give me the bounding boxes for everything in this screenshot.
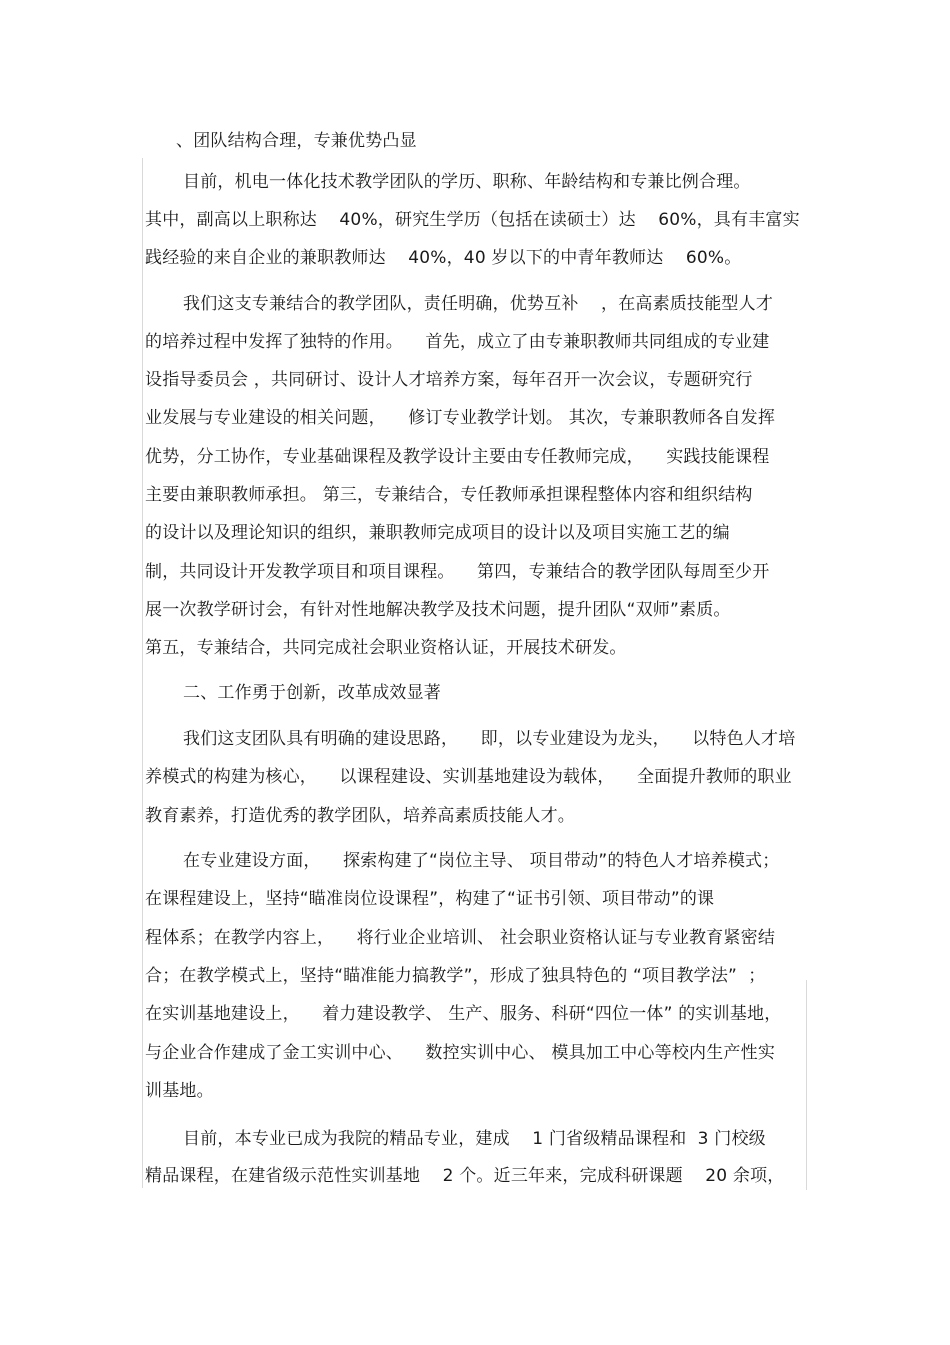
paragraph-line: 我们这支团队具有明确的建设思路， 即，以专业建设为龙头， 以特色人才培 — [183, 729, 796, 749]
paragraph-line: 展一次教学研讨会，有针对性地解决教学及技术问题，提升团队“双师”素质。 — [145, 600, 731, 620]
paragraph-line: 第五，专兼结合，共同完成社会职业资格认证，开展技术研发。 — [145, 638, 627, 658]
paragraph-line: 制，共同设计开发教学项目和项目课程。 第四，专兼结合的教学团队每周至少开 — [145, 562, 770, 582]
paragraph-line: 我们这支专兼结合的教学团队，责任明确，优势互补 ，在高素质技能型人才 — [183, 294, 774, 314]
paragraph-line: 训基地。 — [145, 1081, 214, 1101]
section-heading-2: 二、工作勇于创新，改革成效显著 — [183, 683, 441, 703]
paragraph-line: 的培养过程中发挥了独特的作用。 首先，成立了由专兼职教师共同组成的专业建 — [145, 332, 770, 352]
section-heading-1: 、团队结构合理，专兼优势凸显 — [176, 131, 417, 151]
paragraph-line: 在实训基地建设上， 着力建设教学、 生产、服务、科研“四位一体” 的实训基地， — [145, 1004, 782, 1024]
right-margin-rule — [806, 980, 807, 1190]
paragraph-line: 养模式的构建为核心， 以课程建设、实训基地建设为载体， 全面提升教师的职业 — [145, 767, 792, 787]
paragraph-line: 的设计以及理论知识的组织，兼职教师完成项目的设计以及项目实施工艺的编 — [145, 523, 730, 543]
paragraph-line: 在专业建设方面， 探索构建了“岗位主导、 项目带动”的特色人才培养模式； — [183, 851, 780, 871]
left-margin-rule — [142, 158, 143, 1188]
paragraph-line: 教育素养，打造优秀的教学团队，培养高素质技能人才。 — [145, 806, 575, 826]
paragraph-line: 其中，副高以上职称达 40%，研究生学历（包括在读硕士）达 60%，具有丰富实 — [145, 210, 800, 230]
paragraph-line: 合；在教学模式上，坚持“瞄准能力搞教学”，形成了独具特色的 “项目教学法” ； — [145, 966, 766, 986]
paragraph-line: 业发展与专业建设的相关问题， 修订专业教学计划。 其次，专兼职教师各自发挥 — [145, 408, 776, 428]
paragraph-line: 在课程建设上，坚持“瞄准岗位设课程”，构建了“证书引领、项目带动”的课 — [145, 889, 715, 909]
paragraph-line: 主要由兼职教师承担。 第三，专兼结合，专任教师承担课程整体内容和组织结构 — [145, 485, 753, 505]
paragraph-line: 优势，分工协作，专业基础课程及教学设计主要由专任教师完成， 实践技能课程 — [145, 447, 770, 467]
paragraph-line: 与企业合作建成了金工实训中心、 数控实训中心、 模具加工中心等校内生产性实 — [145, 1043, 776, 1063]
paragraph-line: 目前，本专业已成为我院的精品专业，建成 1 门省级精品课程和 3 门校级 — [183, 1129, 766, 1149]
paragraph-line: 践经验的来自企业的兼职教师达 40%，40 岁以下的中青年教师达 60%。 — [145, 248, 742, 268]
paragraph-line: 设指导委员会 ，共同研讨、设计人才培养方案，每年召开一次会议，专题研究行 — [145, 370, 753, 390]
paragraph-line: 程体系；在教学内容上， 将行业企业培训、 社会职业资格认证与专业教育紧密结 — [145, 928, 776, 948]
paragraph-line: 精品课程，在建省级示范性实训基地 2 个。近三年来，完成科研课题 20 余项， — [145, 1166, 785, 1186]
paragraph-line: 目前，机电一体化技术教学团队的学历、职称、年龄结构和专兼比例合理。 — [183, 172, 751, 192]
